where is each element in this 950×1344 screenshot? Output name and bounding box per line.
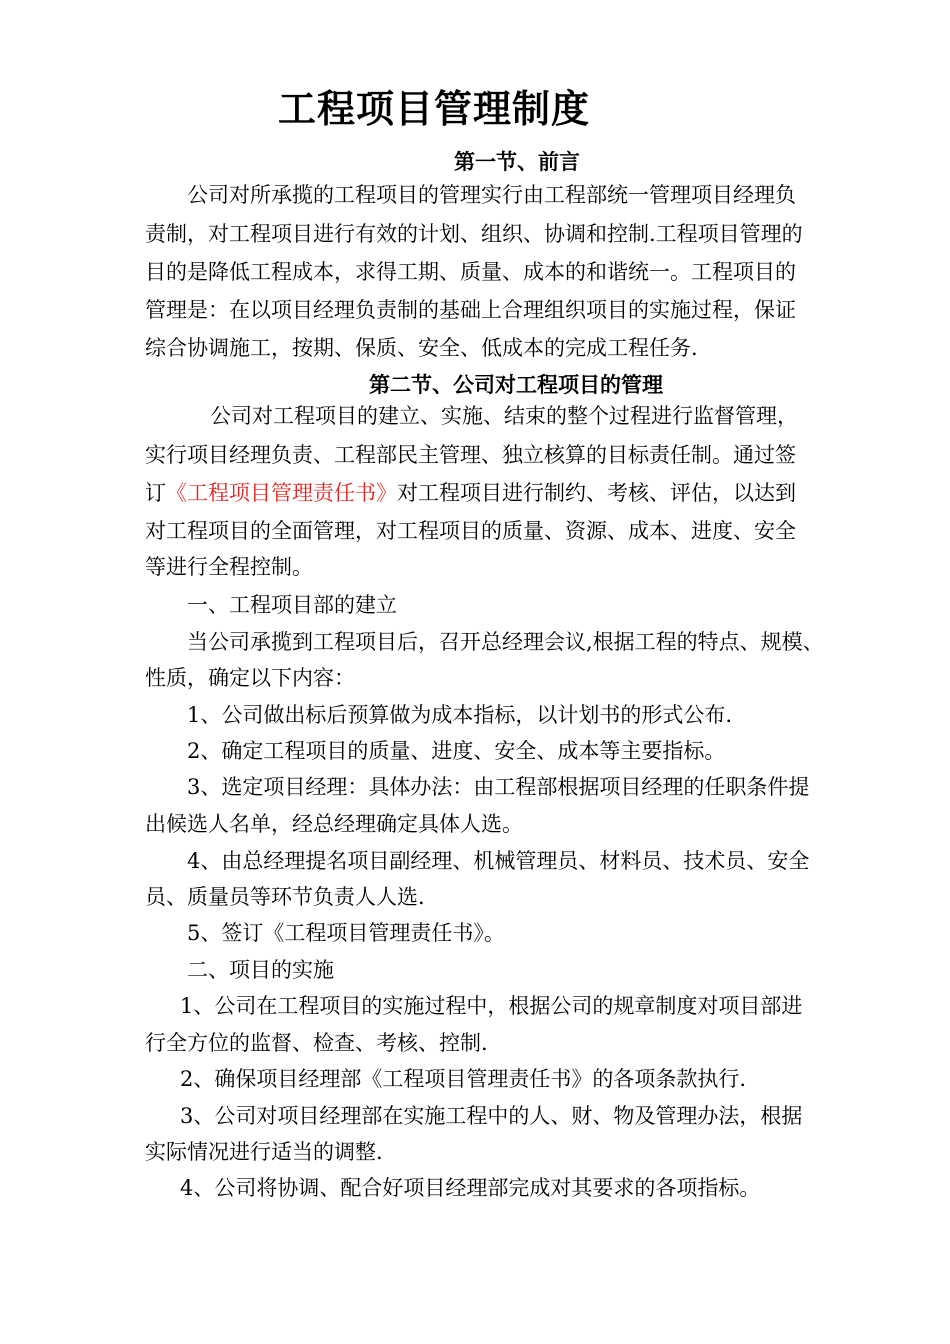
section2-line-5: 等进行全程控制。 [145, 555, 313, 579]
part2-item-3-cont: 实际情况进行适当的调整. [145, 1140, 383, 1164]
part1-title: 一、工程项目部的建立 [187, 593, 397, 617]
section2-line-2: 实行项目经理负责、工程部民主管理、独立核算的目标责任制。通过签 [145, 443, 796, 467]
part1-item-1: 1、公司做出标后预算做为成本指标，以计划书的形式公布. [187, 703, 733, 727]
part1-line-2: 性质，确定以下内容： [145, 666, 355, 690]
responsibility-book-title: 《工程项目管理责任书》 [166, 481, 397, 505]
part1-item-3: 3、选定项目经理：具体办法：由工程部根据项目经理的任职条件提 [187, 775, 810, 799]
section2-line-1: 公司对工程项目的建立、实施、结束的整个过程进行监督管理， [210, 404, 798, 428]
part2-item-1-cont: 行全方位的监督、检查、考核、控制. [145, 1031, 488, 1055]
section2-heading: 第二节、公司对工程项目的管理 [369, 373, 663, 397]
part1-item-3-cont: 出候选人名单，经总经理确定具体人选。 [145, 812, 523, 836]
section1-line-4: 管理是：在以项目经理负责制的基础上合理组织项目的实施过程，保证 [145, 298, 796, 322]
section1-heading: 第一节、前言 [454, 150, 580, 174]
part2-title: 二、项目的实施 [187, 958, 334, 982]
part1-item-4: 4、由总经理提名项目副经理、机械管理员、材料员、技术员、安全 [187, 849, 810, 873]
part1-item-5: 5、签订《工程项目管理责任书》。 [187, 921, 505, 945]
section2-line-3-prefix: 订 [145, 481, 166, 505]
part1-item-2: 2、确定工程项目的质量、进度、安全、成本等主要指标。 [187, 739, 726, 763]
section1-line-2: 责制，对工程项目进行有效的计划、组织、协调和控制.工程项目管理的 [145, 222, 803, 246]
part2-item-1: 1、公司在工程项目的实施过程中，根据公司的规章制度对项目部进 [180, 994, 803, 1018]
section2-line-3 [145, 478, 796, 508]
section2-line-3-suffix: 对工程项目进行制约、考核、评估，以达到 [397, 481, 796, 505]
part2-item-4: 4、公司将协调、配合好项目经理部完成对其要求的各项指标。 [180, 1176, 761, 1200]
part1-line-1: 当公司承揽到工程项目后，召开总经理会议,根据工程的特点、规模、 [187, 630, 824, 654]
section1-line-5: 综合协调施工，按期、保质、安全、低成本的完成工程任务. [145, 336, 698, 360]
part1-item-4-cont: 员、质量员等环节负责人人选. [145, 885, 425, 909]
document-title: 工程项目管理制度 [278, 87, 591, 131]
part2-item-3: 3、公司对项目经理部在实施工程中的人、财、物及管理办法，根据 [180, 1104, 803, 1128]
section1-line-3: 目的是降低工程成本，求得工期、质量、成本的和谐统一。工程项目的 [145, 260, 796, 284]
part2-item-2: 2、确保项目经理部《工程项目管理责任书》的各项条款执行. [180, 1067, 747, 1091]
section1-line-1: 公司对所承揽的工程项目的管理实行由工程部统一管理项目经理负 [187, 183, 796, 207]
section2-line-4: 对工程项目的全面管理，对工程项目的质量、资源、成本、进度、安全 [145, 519, 796, 543]
